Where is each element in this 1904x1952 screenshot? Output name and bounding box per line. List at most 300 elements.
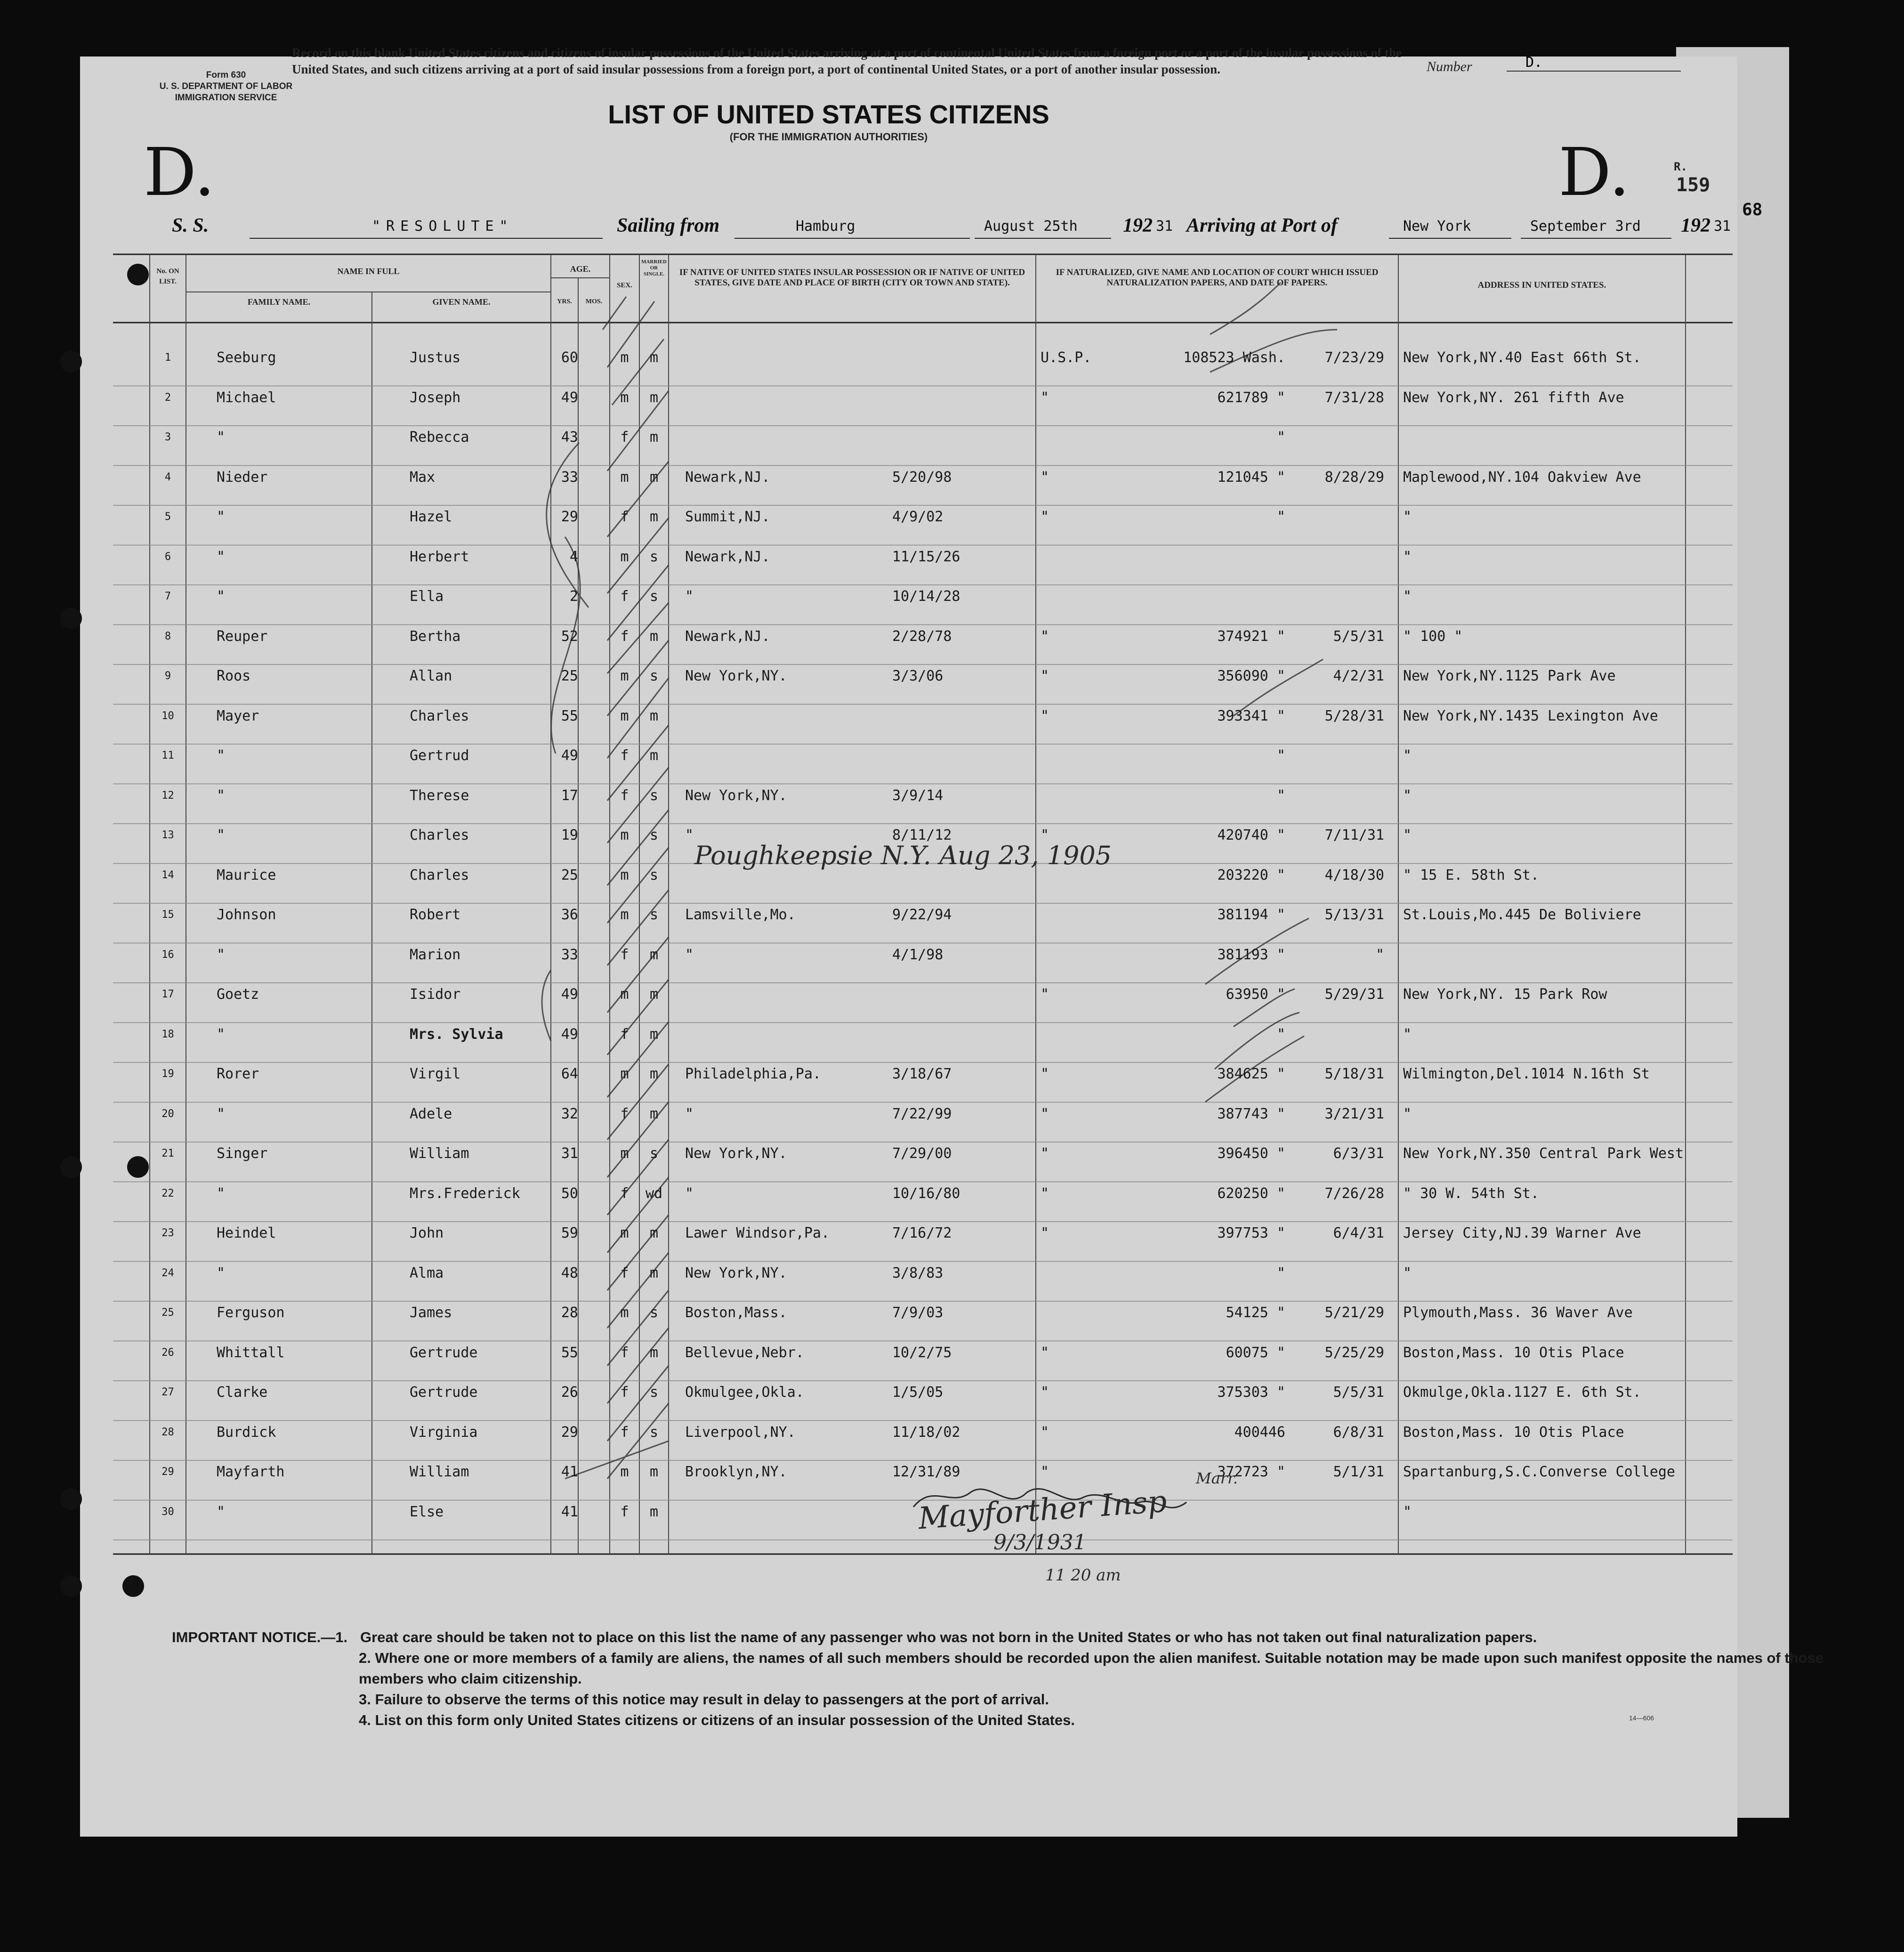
address: " xyxy=(1403,1264,1412,1281)
address: " xyxy=(1403,747,1412,764)
col-mos: MOS. xyxy=(585,298,603,305)
sailing-from-label: Sailing from xyxy=(617,215,720,236)
row-number: 27 xyxy=(161,1386,174,1398)
paper-date: 5/25/29 xyxy=(1324,1344,1384,1361)
sex: m xyxy=(620,548,629,565)
age-years: 49 xyxy=(561,1026,578,1043)
paper-date: 6/3/31 xyxy=(1333,1145,1384,1162)
age-years: 29 xyxy=(561,1424,578,1441)
sex: f xyxy=(620,628,629,645)
paper-number: 121045 " xyxy=(1217,469,1285,486)
age-years: 43 xyxy=(561,429,578,445)
stamp-letter-left: D. xyxy=(144,134,215,211)
row-number: 28 xyxy=(161,1426,174,1438)
family-name: " xyxy=(217,1503,226,1520)
age-years: 55 xyxy=(561,1344,578,1361)
row-number: 20 xyxy=(161,1108,174,1120)
given-name: Bertha xyxy=(410,628,461,645)
paper-number: 387743 " xyxy=(1217,1105,1285,1122)
family-name: Mayfarth xyxy=(217,1464,285,1480)
paper-date: 5/1/31 xyxy=(1333,1464,1384,1480)
paper-date: 4/18/30 xyxy=(1324,867,1384,883)
age-years: 48 xyxy=(561,1264,578,1281)
birth-place: New York,NY. xyxy=(685,1145,787,1162)
marital-status: m xyxy=(649,509,659,525)
paper-date: 5/5/31 xyxy=(1333,628,1384,645)
col-naturalized: IF NATURALIZED, GIVE NAME AND LOCATION OF COURT WHICH ISSUED NATURALIZATION PAPERS, AND DATE OF PAPERS. xyxy=(1056,267,1379,288)
birth-date: 8/11/12 xyxy=(892,827,952,843)
family-name: Nieder xyxy=(217,469,268,486)
age-years: 55 xyxy=(561,707,578,724)
sex: m xyxy=(620,1464,629,1480)
notice-item-2: 2. Where one or more members of a family are aliens, the names of all such members should be recorded upon the alien manifest. Suitable notation may be made upon such manifest opposite the names of those members who claim citizenship. xyxy=(359,1650,1824,1687)
row-number: 16 xyxy=(161,948,174,961)
sex: f xyxy=(620,1344,629,1361)
paper-number: 203220 " xyxy=(1217,867,1285,883)
family-name: Johnson xyxy=(217,907,276,923)
row-number: 21 xyxy=(161,1148,174,1159)
address: " xyxy=(1403,1503,1412,1520)
birth-place: New York,NY. xyxy=(685,787,787,804)
court: " xyxy=(1041,1185,1049,1202)
paper-date: 5/28/31 xyxy=(1324,707,1384,724)
address: Maplewood,NY.104 Oakview Ave xyxy=(1403,469,1641,486)
age-years: 33 xyxy=(561,946,578,963)
paper-date: 5/13/31 xyxy=(1324,907,1384,923)
marital-status: m xyxy=(649,628,659,645)
row-number: 23 xyxy=(161,1227,174,1239)
family-name: " xyxy=(217,787,226,804)
address: " xyxy=(1403,1026,1412,1043)
age-years: 41 xyxy=(561,1503,578,1520)
given-name: Gertrud xyxy=(410,747,469,764)
paper-number: 374921 " xyxy=(1217,628,1285,645)
family-name: Singer xyxy=(217,1145,268,1162)
age-years: 49 xyxy=(561,747,578,764)
sex: f xyxy=(620,1105,629,1122)
given-name: Charles xyxy=(410,827,469,843)
row-number: 30 xyxy=(161,1506,174,1518)
address: " xyxy=(1403,787,1412,804)
paper-date: 5/18/31 xyxy=(1324,1066,1384,1082)
punch-hole xyxy=(122,1575,144,1597)
family-name: Mayer xyxy=(217,707,259,724)
court: " xyxy=(1041,827,1049,843)
address: St.Louis,Mo.445 De Boliviere xyxy=(1403,907,1641,923)
birth-place: " xyxy=(685,946,694,963)
address: " 15 E. 58th St. xyxy=(1403,867,1539,883)
family-name: Michael xyxy=(217,389,276,406)
given-name: Isidor xyxy=(410,986,461,1003)
court: " xyxy=(1041,1424,1049,1441)
birth-date: 1/5/05 xyxy=(892,1384,944,1401)
given-name: Joseph xyxy=(410,389,461,406)
birth-place: Liverpool,NY. xyxy=(685,1424,796,1441)
paper-number: " xyxy=(1276,429,1285,445)
given-name: John xyxy=(410,1225,444,1241)
marital-status: s xyxy=(649,548,659,565)
court: " xyxy=(1041,1225,1049,1241)
arrive-year: 31 xyxy=(1714,218,1731,235)
sex: m xyxy=(620,1145,629,1162)
given-name: Allan xyxy=(410,668,452,684)
form-department-block xyxy=(137,70,315,104)
family-name: " xyxy=(217,1264,226,1281)
col-family-name: FAMILY NAME. xyxy=(247,297,311,307)
address: Plymouth,Mass. 36 Waver Ave xyxy=(1403,1304,1633,1321)
sex: m xyxy=(620,827,629,843)
birth-date: 9/22/94 xyxy=(892,907,952,923)
court: " xyxy=(1041,509,1049,525)
given-name: Max xyxy=(410,469,436,486)
birth-date: 5/20/98 xyxy=(892,469,952,486)
family-name: Reuper xyxy=(217,628,268,645)
marital-status: s xyxy=(649,907,659,923)
page-mark: 68 xyxy=(1742,200,1763,219)
paper-number: " xyxy=(1276,787,1285,804)
sex: m xyxy=(620,349,629,366)
row-number: 1 xyxy=(164,352,171,364)
birth-date: 4/9/02 xyxy=(892,509,944,525)
birth-place: " xyxy=(685,1185,694,1202)
form-number: Form 630 xyxy=(206,70,246,80)
age-years: 19 xyxy=(561,827,578,843)
given-name: Rebecca xyxy=(410,429,469,445)
row-number: 22 xyxy=(161,1187,174,1199)
address: " xyxy=(1403,509,1412,525)
address: New York,NY.1435 Lexington Ave xyxy=(1403,707,1658,724)
birth-place: Philadelphia,Pa. xyxy=(685,1066,821,1082)
marital-status: m xyxy=(649,946,659,963)
address: Wilmington,Del.1014 N.16th St xyxy=(1403,1066,1650,1082)
paper-number: 397753 " xyxy=(1217,1225,1285,1241)
paper-date: 4/2/31 xyxy=(1333,668,1384,684)
form-code: 14—606 xyxy=(1629,1714,1654,1722)
birth-date: 7/16/72 xyxy=(892,1225,952,1241)
family-name: Ferguson xyxy=(217,1304,285,1321)
col-married-single: MARRIED OR SINGLE. xyxy=(641,259,667,277)
sex: f xyxy=(620,747,629,764)
marital-status: s xyxy=(649,1304,659,1321)
court: " xyxy=(1041,1105,1049,1122)
age-years: 25 xyxy=(561,668,578,684)
row-number: 6 xyxy=(164,551,171,563)
marital-status: s xyxy=(649,668,659,684)
sex: m xyxy=(620,1225,629,1241)
paper-date: 5/21/29 xyxy=(1324,1304,1384,1321)
given-name: Gertrude xyxy=(410,1344,478,1361)
number-label: Number xyxy=(1427,59,1472,74)
family-name: Whittall xyxy=(217,1344,285,1361)
address: " 100 " xyxy=(1403,628,1463,645)
marital-status: m xyxy=(649,707,659,724)
address: New York,NY.40 East 66th St. xyxy=(1403,349,1641,366)
court: " xyxy=(1041,707,1049,724)
given-name: Mrs.Frederick xyxy=(410,1185,520,1202)
birth-place: Lawer Windsor,Pa. xyxy=(685,1225,830,1241)
age-years: 2 xyxy=(569,588,578,605)
marital-status: m xyxy=(649,1026,659,1043)
col-yrs: YRS. xyxy=(557,298,572,305)
sex: f xyxy=(620,787,629,804)
row-number: 29 xyxy=(161,1466,174,1478)
paper-number: 356090 " xyxy=(1217,668,1285,684)
family-name: " xyxy=(217,1026,226,1043)
sex: m xyxy=(620,707,629,724)
sex: f xyxy=(620,946,629,963)
from-underline xyxy=(734,238,970,239)
paper-date: 6/8/31 xyxy=(1333,1424,1384,1441)
age-years: 36 xyxy=(561,907,578,923)
address: New York,NY.1125 Park Ave xyxy=(1403,668,1616,684)
punch-hole xyxy=(60,1156,82,1178)
address: New York,NY. 15 Park Row xyxy=(1403,986,1607,1003)
age-years: 49 xyxy=(561,986,578,1003)
col-native-birth: IF NATIVE OF UNITED STATES INSULAR POSSESSION OR IF NATIVE OF UNITED STATES, GIVE DATE AND PLACE OF BIRTH (CITY OR TOWN AND STATE). xyxy=(679,267,1025,288)
age-years: 49 xyxy=(561,389,578,406)
birth-date: 4/1/98 xyxy=(892,946,944,963)
birth-date: 3/18/67 xyxy=(892,1066,952,1082)
row-number: 24 xyxy=(161,1267,174,1279)
punch-hole xyxy=(60,1575,82,1597)
birth-date: 12/31/89 xyxy=(892,1464,960,1480)
family-name: " xyxy=(217,1185,226,1202)
birth-date: 2/28/78 xyxy=(892,628,952,645)
col-no-on-list: No. ON LIST. xyxy=(156,267,179,285)
paper-number: 384625 " xyxy=(1217,1066,1285,1082)
marital-status: m xyxy=(649,1225,659,1241)
age-years: 50 xyxy=(561,1185,578,1202)
marital-status: s xyxy=(649,1424,659,1441)
paper-number: 375303 " xyxy=(1217,1384,1285,1401)
row-number: 4 xyxy=(164,471,171,483)
given-name: Robert xyxy=(410,907,461,923)
marital-status: m xyxy=(649,986,659,1003)
family-name: " xyxy=(217,946,226,963)
given-name: Ella xyxy=(410,588,444,605)
paper-date: 7/26/28 xyxy=(1324,1185,1384,1202)
sex: f xyxy=(620,1026,629,1043)
paper-date: 3/21/31 xyxy=(1324,1105,1384,1122)
age-years: 59 xyxy=(561,1225,578,1241)
court: " xyxy=(1041,668,1049,684)
depart-year: 31 xyxy=(1156,218,1173,235)
depart-year-prefix: 192 xyxy=(1123,215,1153,236)
row-number: 26 xyxy=(161,1346,174,1359)
marital-status: m xyxy=(649,389,659,406)
given-name: William xyxy=(410,1464,469,1480)
age-years: 32 xyxy=(561,1105,578,1122)
address: New York,NY.350 Central Park West xyxy=(1403,1145,1684,1162)
row-number: 8 xyxy=(164,630,171,642)
family-name: Maurice xyxy=(217,867,276,883)
arrive-year-prefix: 192 xyxy=(1681,215,1710,236)
family-name: Rorer xyxy=(217,1066,259,1082)
birth-place: " xyxy=(685,827,694,843)
sex: f xyxy=(620,1185,629,1202)
paper-date: 7/23/29 xyxy=(1324,349,1384,366)
address: Okmulge,Okla.1127 E. 6th St. xyxy=(1403,1384,1641,1401)
birth-date: 7/22/99 xyxy=(892,1105,952,1122)
sex: m xyxy=(620,867,629,883)
address: Boston,Mass. 10 Otis Place xyxy=(1403,1344,1624,1361)
paper-number: 381193 " xyxy=(1217,946,1285,963)
birth-date: 7/9/03 xyxy=(892,1304,944,1321)
date-underline xyxy=(975,238,1111,239)
paper-date: 5/5/31 xyxy=(1333,1384,1384,1401)
birth-place: Bellevue,Nebr. xyxy=(685,1344,804,1361)
depart-date: August 25th xyxy=(984,218,1078,235)
birth-date: 11/18/02 xyxy=(892,1424,960,1441)
paper-date: 7/31/28 xyxy=(1324,389,1384,406)
sex: f xyxy=(620,1503,629,1520)
marital-status: s xyxy=(649,787,659,804)
row-number: 7 xyxy=(164,591,171,602)
paper-date: 5/29/31 xyxy=(1324,986,1384,1003)
ship-underline xyxy=(250,238,603,239)
family-name: Seeburg xyxy=(217,349,276,366)
punch-hole xyxy=(127,264,149,285)
paper-number: " xyxy=(1276,747,1285,764)
punch-hole xyxy=(127,1156,149,1178)
birth-place: Lamsville,Mo. xyxy=(685,907,796,923)
row-number: 10 xyxy=(161,710,174,722)
ss-label: S. S. xyxy=(172,215,209,236)
arrive-date-underline xyxy=(1521,238,1671,239)
arriving-label: Arriving at Port of xyxy=(1186,215,1338,236)
given-name: Hazel xyxy=(410,509,452,525)
birth-date: 10/14/28 xyxy=(892,588,960,605)
marital-status: m xyxy=(649,1066,659,1082)
given-name: Therese xyxy=(410,787,469,804)
col-age: AGE. xyxy=(570,264,591,274)
col-sex: SEX. xyxy=(617,282,632,289)
court: U.S.P. xyxy=(1041,349,1092,366)
marital-status: m xyxy=(649,1344,659,1361)
age-years: 41 xyxy=(561,1464,578,1480)
family-name: Roos xyxy=(217,668,251,684)
marital-status: m xyxy=(649,1105,659,1122)
paper-date: 7/11/31 xyxy=(1324,827,1384,843)
given-name: James xyxy=(410,1304,452,1321)
paper-date: " xyxy=(1375,946,1384,963)
family-name: " xyxy=(217,429,226,445)
given-name: Herbert xyxy=(410,548,469,565)
birth-date: 3/3/06 xyxy=(892,668,944,684)
sex: f xyxy=(620,1384,629,1401)
punch-hole xyxy=(60,351,82,373)
r-number: 159 xyxy=(1676,174,1710,196)
given-name: Mrs. Sylvia xyxy=(410,1026,503,1043)
birth-place: Newark,NJ. xyxy=(685,469,770,486)
address: Jersey City,NJ.39 Warner Ave xyxy=(1403,1225,1641,1241)
court: " xyxy=(1041,1384,1049,1401)
age-years: 26 xyxy=(561,1384,578,1401)
given-name: Adele xyxy=(410,1105,452,1122)
paper-number: 621789 " xyxy=(1217,389,1285,406)
inspector-signature: Mayforther Insp xyxy=(917,1484,1168,1537)
address: Boston,Mass. 10 Otis Place xyxy=(1403,1424,1624,1441)
row-number: 18 xyxy=(161,1028,174,1040)
col-given-name: GIVEN NAME. xyxy=(432,297,491,307)
marital-status: s xyxy=(649,827,659,843)
sex: m xyxy=(620,986,629,1003)
arrive-date: September 3rd xyxy=(1530,218,1641,235)
service: IMMIGRATION SERVICE xyxy=(175,93,277,103)
given-name: Else xyxy=(410,1503,444,1520)
paper-number: " xyxy=(1276,1264,1285,1281)
marginal-note: Marr. xyxy=(1196,1469,1238,1487)
given-name: Marion xyxy=(410,946,461,963)
paper-number: 108523 Wash. xyxy=(1183,349,1285,366)
court: " xyxy=(1041,628,1049,645)
given-name: William xyxy=(410,1145,469,1162)
paper-date: 6/4/31 xyxy=(1333,1225,1384,1241)
paper-date: 8/28/29 xyxy=(1324,469,1384,486)
age-years: 33 xyxy=(561,469,578,486)
handwritten-birth-row14: Poughkeepsie N.Y. Aug 23, 1905 xyxy=(694,841,1112,870)
col-address: ADDRESS IN UNITED STATES. xyxy=(1477,280,1606,290)
address: New York,NY. 261 fifth Ave xyxy=(1403,389,1624,406)
paper-number: 63950 " xyxy=(1226,986,1285,1003)
signature-time: 11 20 am xyxy=(1045,1566,1121,1585)
notice-item-1: Great care should be taken not to place on this list the name of any passenger who was not born in the United States or who has not taken out final naturalization papers. xyxy=(360,1629,1537,1645)
notice-item-3: 3. Failure to observe the terms of this notice may result in delay to passengers at the port of arrival. xyxy=(359,1691,1049,1708)
marital-status: m xyxy=(649,1464,659,1480)
age-years: 17 xyxy=(561,787,578,804)
birth-date: 11/15/26 xyxy=(892,548,960,565)
signature-date: 9/3/1931 xyxy=(993,1531,1087,1555)
family-name: " xyxy=(217,588,226,605)
address: " xyxy=(1403,827,1412,843)
court: " xyxy=(1041,986,1049,1003)
age-years: 4 xyxy=(569,548,578,565)
address: " xyxy=(1403,548,1412,565)
form-subtitle: (FOR THE IMMIGRATION AUTHORITIES) xyxy=(729,131,928,143)
court: " xyxy=(1041,1066,1049,1082)
marital-status: m xyxy=(649,747,659,764)
given-name: Justus xyxy=(410,349,461,366)
family-name: Clarke xyxy=(217,1384,268,1401)
row-number: 12 xyxy=(161,789,174,802)
age-years: 28 xyxy=(561,1304,578,1321)
family-name: Burdick xyxy=(217,1424,276,1441)
sex: m xyxy=(620,1304,629,1321)
family-name: " xyxy=(217,827,226,843)
address: " xyxy=(1403,588,1412,605)
paper-number: 54125 " xyxy=(1226,1304,1285,1321)
from-port: Hamburg xyxy=(796,218,855,235)
birth-place: Newark,NJ. xyxy=(685,628,770,645)
birth-place: New York,NY. xyxy=(685,1264,787,1281)
court: " xyxy=(1041,1344,1049,1361)
row-number: 17 xyxy=(161,988,174,1000)
paper-number: 620250 " xyxy=(1217,1185,1285,1202)
given-name: Virginia xyxy=(410,1424,478,1441)
family-name: " xyxy=(217,747,226,764)
court: " xyxy=(1041,1464,1049,1480)
punch-hole xyxy=(60,607,82,629)
address: " xyxy=(1403,1105,1412,1122)
sex: f xyxy=(620,509,629,525)
row-number: 19 xyxy=(161,1068,174,1080)
birth-date: 10/16/80 xyxy=(892,1185,960,1202)
marital-status: s xyxy=(649,867,659,883)
stamp-letter-right: D. xyxy=(1558,134,1630,211)
marital-status: wd xyxy=(645,1185,663,1202)
sex: m xyxy=(620,668,629,684)
birth-place: " xyxy=(685,1105,694,1122)
